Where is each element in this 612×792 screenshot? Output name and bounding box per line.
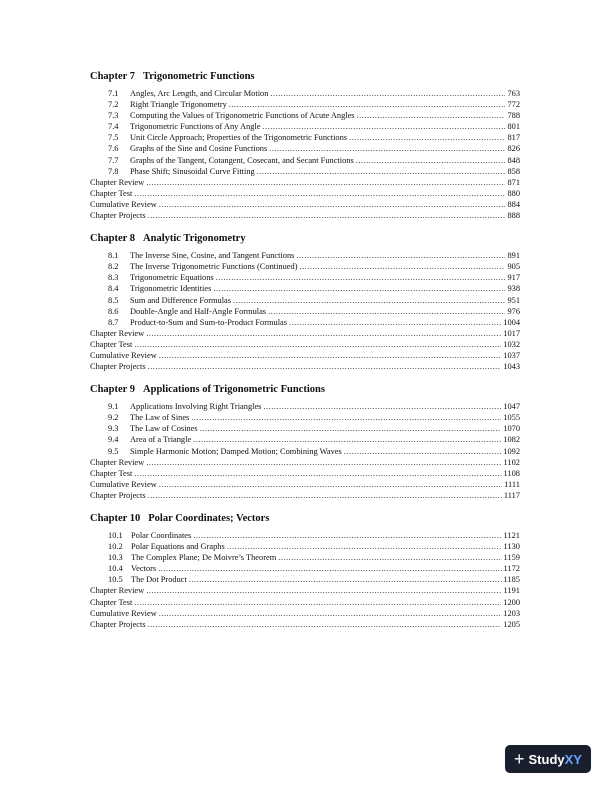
toc-entry[interactable] (108, 530, 520, 541)
page-number: 801 (507, 122, 520, 132)
section-number: 8.3 (108, 273, 119, 283)
page-number: 938 (507, 284, 520, 294)
dot-leader (134, 339, 501, 350)
page-number: 772 (507, 100, 520, 110)
chapter-number: Chapter 7 (90, 71, 136, 82)
toc-entry[interactable] (90, 177, 520, 188)
section-number: 8.1 (108, 251, 119, 261)
page-number: 1055 (503, 413, 520, 423)
section-number: 10.1 (108, 531, 123, 540)
toc-entry[interactable] (90, 608, 520, 619)
entry-title: Product-to-Sum and Sum-to-Product Formulas (130, 317, 288, 327)
section-number: 7.2 (108, 100, 119, 110)
entry-title: Cumulative Review (90, 350, 157, 360)
page-number: 1017 (503, 328, 520, 338)
page-number: 1121 (503, 531, 520, 540)
entry-title: Chapter Projects (90, 490, 146, 500)
entry-title: Simple Harmonic Motion; Damped Motion; Combining Waves (130, 446, 342, 456)
toc-list (90, 401, 520, 501)
toc-entry[interactable] (90, 350, 520, 361)
page-number: 1117 (503, 490, 520, 500)
section-number: 10.5 (108, 575, 123, 585)
section-number: 9.4 (108, 435, 119, 445)
section-number: 8.7 (108, 317, 119, 327)
entry-title: Chapter Review (90, 177, 145, 187)
page-number: 880 (507, 188, 520, 198)
dot-leader (191, 412, 501, 423)
dot-leader (269, 143, 505, 154)
section-number: 7.7 (108, 155, 119, 165)
entry-title: The Inverse Sine, Cosine, and Tangent Functions (130, 251, 295, 261)
toc-entry[interactable] (90, 490, 520, 501)
section-number: 7.5 (108, 133, 119, 143)
entry-title: Double-Angle and Half-Angle Formulas (130, 306, 267, 316)
entry-title: Chapter Test (90, 468, 133, 478)
dot-leader (299, 261, 505, 272)
chapter-heading (90, 70, 520, 84)
page-number: 976 (507, 306, 520, 316)
entry-title: Phase Shift; Sinusoidal Curve Fitting (130, 166, 255, 176)
toc-entry[interactable] (108, 143, 520, 154)
dot-leader (357, 110, 506, 121)
page-number: 848 (507, 155, 520, 165)
toc-entry[interactable] (108, 541, 520, 552)
dot-leader (159, 350, 501, 361)
dot-leader (158, 563, 501, 574)
dot-leader (344, 446, 501, 457)
page-number: 884 (507, 199, 520, 209)
dot-leader (159, 199, 506, 210)
toc-entry[interactable] (90, 619, 520, 630)
section-number: 7.6 (108, 144, 119, 154)
toc-entry[interactable] (108, 423, 520, 434)
section-number: 7.1 (108, 89, 119, 98)
toc-entry[interactable] (108, 306, 520, 317)
brand-accent: XY (564, 751, 582, 767)
entry-title: Cumulative Review (90, 199, 157, 209)
dot-leader (146, 177, 505, 188)
entry-title: Chapter Projects (90, 211, 146, 221)
page-number: 1102 (503, 457, 520, 467)
chapter-7 (90, 70, 520, 221)
page-number: 1203 (503, 608, 520, 618)
entry-title: Chapter Projects (90, 362, 146, 372)
page-number: 871 (507, 177, 520, 187)
toc-entry[interactable] (108, 317, 520, 328)
toc-entry[interactable] (108, 121, 520, 132)
entry-title: Trigonometric Functions of Any Angle (130, 122, 261, 132)
page-number: 1172 (503, 564, 520, 574)
section-number: 9.5 (108, 446, 119, 456)
entry-title: Computing the Values of Trigonometric Functions of Acute Angles (130, 111, 355, 121)
toc-entry[interactable] (108, 88, 520, 99)
dot-leader (159, 479, 502, 490)
page-number: 1205 (503, 619, 520, 629)
section-number: 10.4 (108, 564, 123, 574)
page-number: 905 (507, 262, 520, 272)
toc-entry[interactable] (108, 110, 520, 121)
entry-title: Sum and Difference Formulas (130, 295, 232, 305)
section-number: 9.3 (108, 424, 119, 434)
page-number: 1032 (503, 339, 520, 349)
chapter-number: Chapter 10 (90, 513, 141, 524)
toc-entry[interactable] (90, 328, 520, 339)
page-number: 1082 (503, 435, 520, 445)
chapter-10 (90, 512, 520, 630)
entry-title: Graphs of the Sine and Cosine Functions (130, 144, 268, 154)
chapter-heading (90, 232, 520, 246)
entry-title: Trigonometric Equations (130, 273, 214, 283)
dot-leader (148, 361, 502, 372)
page-number: 1092 (503, 446, 520, 456)
chapter-heading (90, 512, 520, 526)
section-number: 10.2 (108, 542, 123, 552)
dot-leader (278, 552, 501, 563)
page-number: 1004 (503, 317, 520, 327)
dot-leader (146, 328, 501, 339)
toc-entry[interactable] (90, 210, 520, 221)
dot-leader (270, 88, 505, 99)
toc-entry[interactable] (90, 361, 520, 372)
toc-entry[interactable] (108, 155, 520, 166)
dot-leader (229, 99, 506, 110)
section-number: 10.3 (108, 553, 123, 563)
chapter-title: Applications of Trigonometric Functions (143, 384, 325, 396)
dot-leader (200, 423, 502, 434)
dot-leader (233, 295, 505, 306)
page-number: 1200 (503, 597, 520, 607)
dot-leader (262, 121, 505, 132)
dot-leader (146, 585, 501, 596)
entry-title: The Law of Cosines (130, 424, 198, 434)
page-number: 1185 (503, 575, 520, 585)
page-number: 917 (507, 273, 520, 283)
toc-entry[interactable] (90, 468, 520, 479)
page-number: 1047 (503, 402, 520, 412)
entry-title: Chapter Test (90, 339, 133, 349)
toc-entry[interactable] (108, 272, 520, 283)
dot-leader (263, 401, 501, 412)
dot-leader (227, 541, 502, 552)
toc-entry[interactable] (108, 412, 520, 423)
chapter-number: Chapter 9 (90, 384, 136, 396)
entry-title: The Dot Product (131, 575, 187, 585)
page-number: 1159 (503, 553, 520, 563)
toc-entry[interactable] (108, 563, 520, 574)
toc-list (90, 88, 520, 221)
toc-entry[interactable] (90, 457, 520, 468)
page-number: 888 (507, 211, 520, 221)
section-number: 8.5 (108, 295, 119, 305)
dot-leader (148, 619, 502, 630)
toc-entry[interactable] (108, 295, 520, 306)
toc-entry[interactable] (108, 401, 520, 412)
toc-entry[interactable] (108, 552, 520, 563)
dot-leader (189, 574, 502, 585)
entry-title: Polar Equations and Graphs (131, 542, 225, 552)
section-number: 8.4 (108, 284, 119, 294)
section-number: 7.4 (108, 122, 119, 132)
page-number: 1070 (503, 424, 520, 434)
entry-title: Chapter Review (90, 457, 145, 467)
dot-leader (146, 457, 501, 468)
section-number: 7.8 (108, 166, 119, 176)
chapter-title: Polar Coordinates; Vectors (148, 513, 270, 524)
page-number: 858 (507, 166, 520, 176)
page-number: 788 (507, 111, 520, 121)
section-number: 8.6 (108, 306, 119, 316)
section-number: 9.1 (108, 402, 119, 412)
dot-leader (356, 155, 506, 166)
page-number: 763 (507, 89, 520, 98)
page-number: 826 (507, 144, 520, 154)
section-number: 7.3 (108, 111, 119, 121)
section-number: 9.2 (108, 413, 119, 423)
toc-entry[interactable] (108, 574, 520, 585)
dot-leader (134, 468, 501, 479)
entry-title: The Inverse Trigonometric Functions (Continued) (130, 262, 298, 272)
dot-leader (296, 250, 505, 261)
toc-list (90, 530, 520, 630)
page-number: 817 (507, 133, 520, 143)
entry-title: The Law of Sines (130, 413, 190, 423)
dot-leader (268, 306, 505, 317)
chapter-heading (90, 383, 520, 397)
toc-entry[interactable] (90, 199, 520, 210)
dot-leader (216, 272, 506, 283)
entry-title: Graphs of the Tangent, Cotangent, Cosecant, and Secant Functions (130, 155, 354, 165)
toc-entry[interactable] (90, 339, 520, 350)
toc-entry[interactable] (90, 597, 520, 608)
section-number: 8.2 (108, 262, 119, 272)
toc-entry[interactable] (108, 99, 520, 110)
dot-leader (349, 132, 505, 143)
toc-entry[interactable] (90, 585, 520, 596)
dot-leader (134, 597, 501, 608)
entry-title: Right Triangle Trigonometry (130, 100, 227, 110)
page-number: 1130 (503, 542, 520, 552)
page-number: 891 (507, 251, 520, 261)
entry-title: Vectors (131, 564, 157, 574)
chapter-9 (90, 383, 520, 501)
entry-title: Cumulative Review (90, 608, 157, 618)
toc-entry[interactable] (108, 283, 520, 294)
entry-title: Polar Coordinates (131, 531, 192, 540)
entry-title: Applications Involving Right Triangles (130, 402, 262, 412)
toc-entry[interactable] (108, 166, 520, 177)
toc-entry[interactable] (108, 446, 520, 457)
entry-title: Trigonometric Identities (130, 284, 212, 294)
dot-leader (257, 166, 506, 177)
chapter-number: Chapter 8 (90, 233, 136, 245)
chapter-8 (90, 232, 520, 372)
entry-title: Chapter Test (90, 188, 133, 198)
toc-entry[interactable] (90, 188, 520, 199)
chapter-title: Trigonometric Functions (143, 71, 255, 82)
dot-leader (213, 283, 505, 294)
entry-title: Chapter Review (90, 328, 145, 338)
entry-title: Chapter Projects (90, 619, 146, 629)
entry-title: Chapter Test (90, 597, 133, 607)
toc-entry[interactable] (90, 479, 520, 490)
brand-main: Study (528, 751, 565, 767)
entry-title: Area of a Triangle (130, 435, 192, 445)
page-number: 1111 (504, 479, 520, 489)
chapter-title: Analytic Trigonometry (143, 233, 246, 245)
toc-entry[interactable] (108, 434, 520, 445)
entry-title: Unit Circle Approach; Properties of the Trigonometric Functions (130, 133, 348, 143)
toc-entry[interactable] (108, 132, 520, 143)
page-number: 951 (507, 295, 520, 305)
toc-list (90, 250, 520, 372)
toc-entry[interactable] (108, 250, 520, 261)
page-number: 1037 (503, 350, 520, 360)
dot-leader (193, 434, 501, 445)
toc-entry[interactable] (108, 261, 520, 272)
page-number: 1108 (503, 468, 520, 478)
toc-page (90, 70, 520, 641)
entry-title: The Complex Plane; De Moivre’s Theorem (131, 553, 277, 563)
entry-title: Chapter Review (90, 586, 145, 596)
entry-title: Cumulative Review (90, 479, 157, 489)
page-number: 1043 (503, 362, 520, 372)
dot-leader (134, 188, 505, 199)
studyxy-badge[interactable] (505, 745, 591, 773)
dot-leader (289, 317, 501, 328)
dot-leader (193, 530, 501, 541)
dot-leader (148, 490, 502, 501)
plus-icon: + (514, 749, 525, 769)
dot-leader (159, 608, 501, 619)
page-number: 1191 (503, 586, 520, 596)
dot-leader (148, 210, 506, 221)
entry-title: Angles, Arc Length, and Circular Motion (130, 89, 269, 98)
